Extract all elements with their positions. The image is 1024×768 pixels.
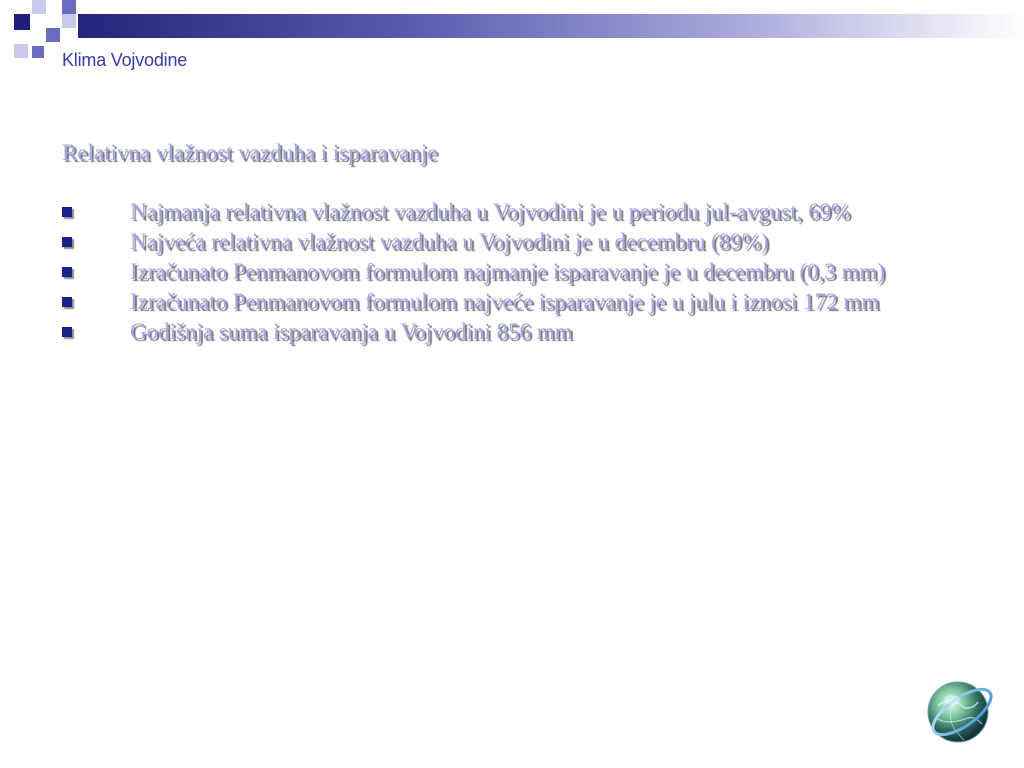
decor-square-mid: [46, 28, 60, 42]
decor-square-light: [62, 14, 76, 28]
slide-subtitle: Relativna vlažnost vazduha i isparavanje: [62, 140, 438, 165]
bullet-item: [62, 230, 962, 254]
bullet-item: [62, 290, 962, 314]
header-title: Klima Vojvodine: [62, 50, 188, 70]
decor-square-dark: [14, 14, 30, 30]
decor-square-light: [32, 0, 46, 14]
bullet-text: Godišnja suma isparavanja u Vojvodini 856 mm: [130, 319, 573, 344]
square-bullet-icon: [62, 237, 72, 247]
bullet-text: Najveća relativna vlažnost vazduha u Vojvodini je u decembru (89%): [130, 229, 769, 254]
square-bullet-icon: [62, 327, 72, 337]
decor-square-mid: [32, 46, 44, 58]
square-bullet-icon: [62, 207, 72, 217]
decor-square-mid: [62, 0, 76, 14]
square-bullet-icon: [62, 297, 72, 307]
bullet-list: [62, 200, 962, 350]
decor-square-light: [14, 44, 28, 58]
square-bullet-icon: [62, 267, 72, 277]
globe-icon: [920, 672, 1000, 752]
bullet-item: [62, 320, 962, 344]
bullet-text: Izračunato Penmanovom formulom najveće isparavanje je u julu i iznosi 172 mm: [130, 289, 880, 314]
bullet-text: Najmanja relativna vlažnost vazduha u Vojvodini je u periodu jul-avgust, 69%: [130, 199, 851, 224]
bullet-item: [62, 200, 962, 224]
header-gradient-bar: [78, 14, 1024, 38]
bullet-item: [62, 260, 962, 284]
bullet-text: Izračunato Penmanovom formulom najmanje isparavanje je u decembru (0,3 mm): [130, 259, 885, 284]
